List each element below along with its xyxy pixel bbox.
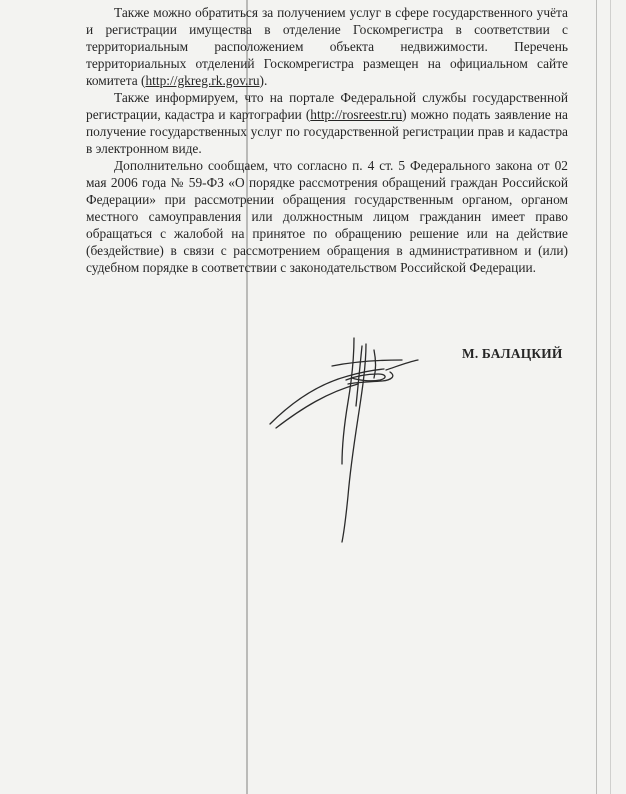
paragraph-gkreg-text: Также можно обратиться за получением услуг в сфере государственного учёта и регистрации имущества в отделение Госкомрегистра в соответствии с территориальным расположением объекта недвижимости. Перечень территориальных отделений Госкомрегистра размещен на официальном сайте комитета (: [86, 5, 568, 88]
scan-edge-line: [596, 0, 597, 794]
paragraph-rosreestr-start: Также информируем, что на портале Федеральной службы государственной регистрации, кадастра и картографии (: [86, 90, 568, 122]
rosreestr-link[interactable]: http://rosreestr.ru: [310, 107, 403, 122]
scan-edge-line-outer: [610, 0, 611, 794]
paragraph-gkreg-end: ).: [259, 73, 268, 88]
handwritten-signature-icon: [262, 336, 442, 546]
gkreg-link[interactable]: http://gkreg.rk.gov.ru: [145, 73, 260, 88]
signer-name: М. БАЛАЦКИЙ: [462, 346, 563, 361]
paragraph-rosreestr: [86, 89, 568, 157]
paragraph-gkreg: [86, 4, 568, 89]
paragraph-rosreestr-end: ) можно подать заявление на получение государственных услуг по государственной регистрации прав и кадастра в электронном виде.: [86, 107, 568, 156]
letter-body: [86, 4, 568, 276]
paragraph-appeal-rights: Дополнительно сообщаем, что согласно п. 4 ст. 5 Федерального закона от 02 мая 2006 года № 59-ФЗ «О порядке рассмотрения обращений граждан Российской Федерации» при рассмотрении обращения государственным органом, органом местного самоуправления или должностным лицом гражданин имеет право обращаться с жалобой на принятое по обращению решение или на действие (бездействие) в связи с рассмотрением обращения в административном и (или) судебном порядке в соответствии с законодательством Российской Федерации.: [86, 158, 568, 275]
